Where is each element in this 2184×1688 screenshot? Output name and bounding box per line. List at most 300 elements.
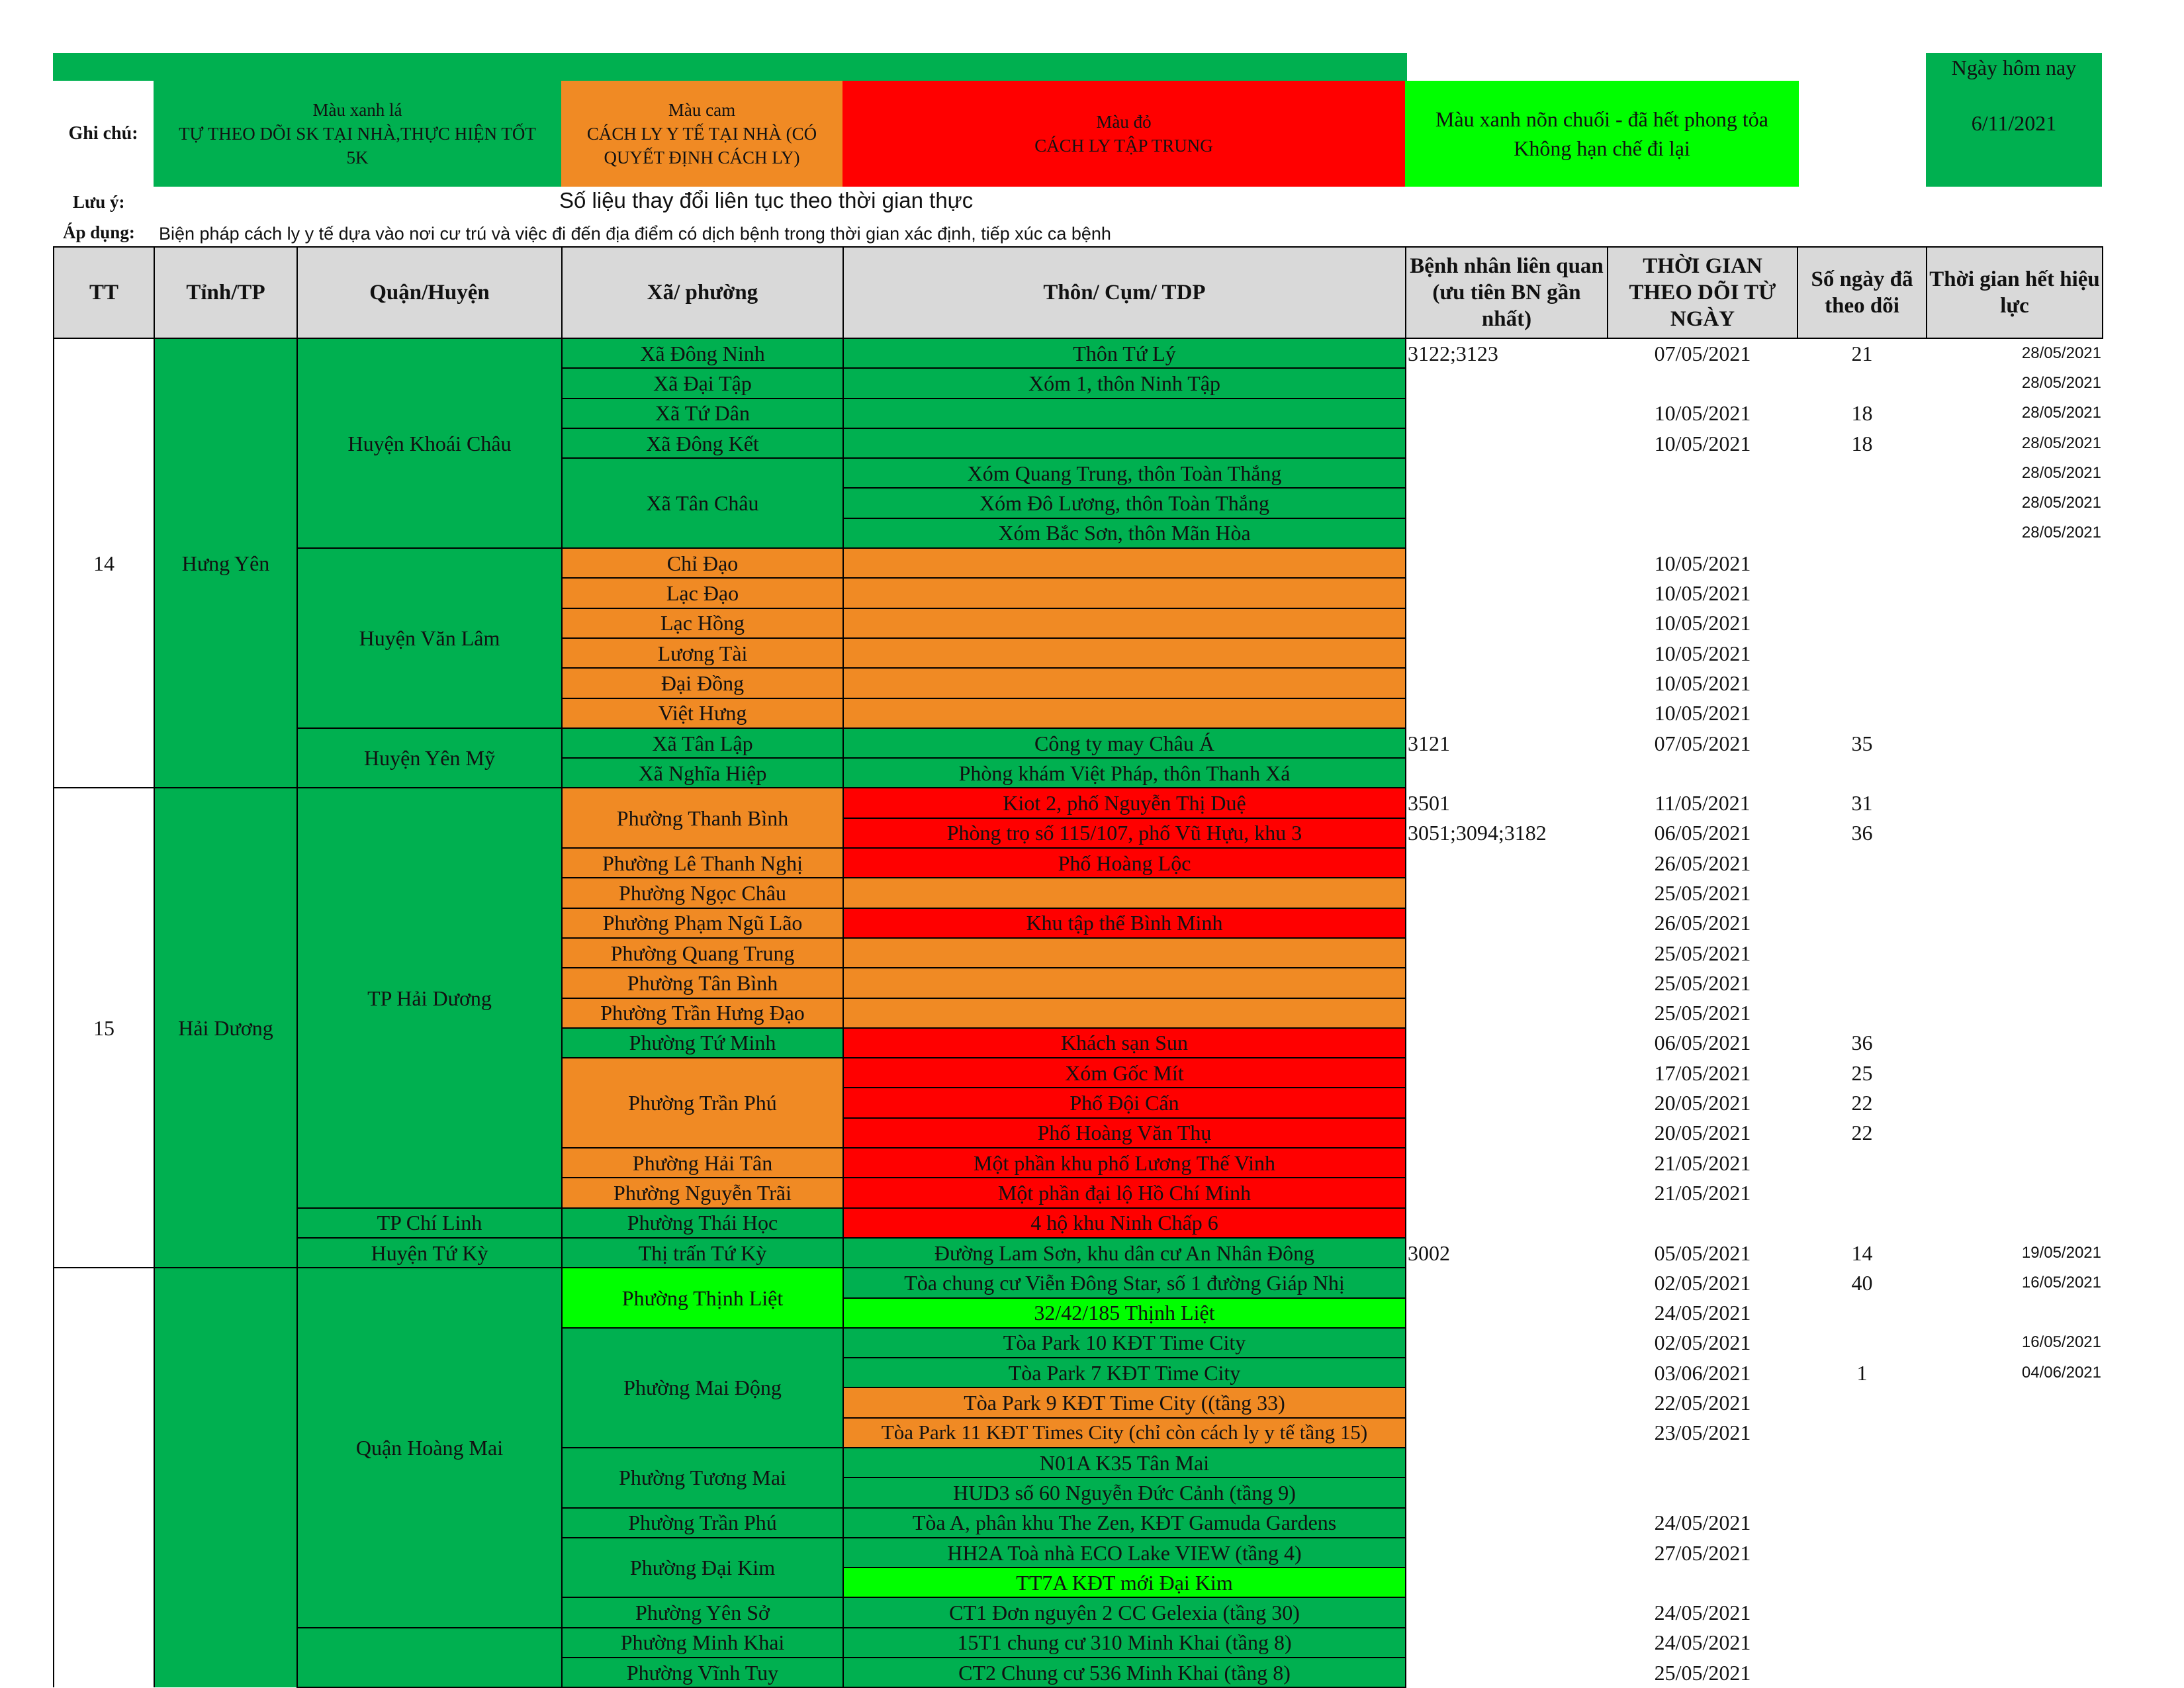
luu-y-text: Số liệu thay đổi liên tục theo thời gian thực: [559, 188, 974, 212]
patient-cell: [1406, 1538, 1608, 1568]
location-cell: [843, 878, 1406, 908]
ward-cell: Xã Đại Tập: [562, 368, 843, 398]
ward-cell: Xã Đông Ninh: [562, 338, 843, 368]
days-cell: [1797, 1658, 1927, 1687]
start-date-cell: [1608, 1568, 1797, 1597]
ward-cell: Phường Phạm Ngũ Lão: [562, 908, 843, 938]
start-date-cell: 17/05/2021: [1654, 1060, 1751, 1085]
location-cell: [843, 638, 1406, 668]
legend-green: [154, 81, 561, 187]
start-date-cell: 07/05/2021: [1654, 731, 1751, 755]
location-cell: 4 hộ khu Ninh Chấp 6: [843, 1208, 1406, 1238]
location-cell: Phòng trọ số 115/107, phố Vũ Hựu, khu 3: [843, 818, 1406, 848]
patient-cell: [1406, 1628, 1608, 1658]
expiry-cell: 28/05/2021: [2021, 434, 2101, 452]
expiry-cell: [1927, 1178, 2103, 1207]
patient-cell: [1406, 488, 1608, 518]
location-cell: Một phần đại lộ Hồ Chí Minh: [843, 1178, 1406, 1207]
location-cell: [843, 548, 1406, 578]
expiry-cell: 28/05/2021: [2021, 373, 2101, 392]
days-cell: 40: [1851, 1270, 1873, 1295]
ward-cell: Phường Tứ Minh: [562, 1028, 843, 1058]
group-province: Hưng Yên: [154, 338, 297, 788]
header-thon: Thôn/ Cụm/ TDP: [843, 247, 1406, 338]
patient-cell: [1406, 1387, 1608, 1417]
start-date-cell: 24/05/2021: [1654, 1601, 1751, 1625]
ap-dung-text: Biện pháp cách ly y tế dựa vào nơi cư trú và việc đi đến địa điểm có dịch bệnh trong thời gian xác định, tiếp xúc ca bệnh: [159, 224, 1111, 244]
table-row: [54, 1208, 2103, 1238]
table-row: [54, 788, 2103, 818]
location-cell: Phố Đội Cấn: [843, 1088, 1406, 1117]
days-cell: [1797, 1178, 1927, 1207]
ward-cell: Xã Tân Lập: [562, 728, 843, 758]
ward-cell: Lương Tài: [562, 638, 843, 668]
days-cell: [1797, 998, 1927, 1028]
district-cell: Huyện Tứ Kỳ: [297, 1238, 562, 1268]
patient-cell: [1406, 578, 1608, 608]
expiry-cell: [1927, 578, 2103, 608]
location-cell: [843, 998, 1406, 1028]
location-cell: Xóm Gốc Mít: [843, 1058, 1406, 1088]
start-date-cell: 03/06/2021: [1654, 1360, 1751, 1385]
expiry-cell: [1927, 908, 2103, 938]
start-date-cell: 02/05/2021: [1654, 1270, 1751, 1295]
patient-cell: [1406, 1298, 1608, 1328]
days-cell: 22: [1851, 1121, 1873, 1145]
expiry-cell: [1927, 728, 2103, 758]
expiry-cell: [1927, 788, 2103, 818]
ward-cell: Thị trấn Tứ Kỳ: [562, 1238, 843, 1268]
patient-cell: [1406, 998, 1608, 1028]
start-date-cell: 10/05/2021: [1654, 641, 1751, 665]
location-cell: [843, 608, 1406, 638]
days-cell: [1797, 1208, 1927, 1238]
patient-cell: [1406, 1268, 1608, 1297]
legend-orange: [561, 81, 842, 187]
days-cell: [1797, 758, 1927, 788]
ward-cell: Phường Trần Hưng Đạo: [562, 998, 843, 1028]
days-cell: [1797, 638, 1927, 668]
outbreak-table: [53, 246, 2103, 1688]
ward-cell: Phường Đại Kim: [562, 1538, 843, 1598]
days-cell: [1797, 1477, 1927, 1507]
patient-cell: [1406, 1568, 1608, 1597]
legend-lime-line1: Màu xanh nõn chuối - đã hết phong tỏa: [1435, 107, 1768, 131]
expiry-cell: 28/05/2021: [2021, 463, 2101, 482]
patient-cell: [1406, 848, 1608, 878]
location-cell: Đường Lam Sơn, khu dân cư An Nhân Đông: [843, 1238, 1406, 1268]
location-cell: Thôn Tứ Lý: [843, 338, 1406, 368]
group-tt: 14: [54, 338, 154, 788]
legend-lime-line2: Không hạn chế đi lại: [1514, 136, 1690, 160]
start-date-cell: 25/05/2021: [1654, 970, 1751, 995]
start-date-cell: 21/05/2021: [1654, 1150, 1751, 1175]
location-cell: Xóm 1, thôn Ninh Tập: [843, 368, 1406, 398]
expiry-cell: 16/05/2021: [2021, 1333, 2101, 1352]
start-date-cell: 06/05/2021: [1654, 1031, 1751, 1055]
location-cell: [843, 578, 1406, 608]
location-cell: [843, 399, 1406, 428]
start-date-cell: 21/05/2021: [1654, 1180, 1751, 1205]
expiry-cell: [1927, 1028, 2103, 1058]
days-cell: 22: [1851, 1091, 1873, 1115]
location-cell: 32/42/185 Thịnh Liệt: [843, 1298, 1406, 1328]
legend-orange-title: Màu cam: [668, 100, 736, 120]
header-het-hieu-luc: Thời gian hết hiệu lực: [1927, 247, 2103, 338]
legend-orange-desc: CÁCH LY Y TẾ TẠI NHÀ (CÓ QUYẾT ĐỊNH CÁCH LY): [586, 124, 817, 167]
days-cell: [1797, 1387, 1927, 1417]
ward-cell: Phường Tân Bình: [562, 968, 843, 998]
legend-green-title: Màu xanh lá: [312, 100, 402, 120]
days-cell: [1797, 908, 1927, 938]
patient-cell: [1406, 878, 1608, 908]
expiry-cell: [1927, 818, 2103, 848]
location-cell: [843, 668, 1406, 698]
start-date-cell: 25/05/2021: [1654, 1660, 1751, 1685]
header-thoi-gian: THỜI GIAN THEO DÕI TỪ NGÀY: [1608, 247, 1797, 338]
expiry-cell: [1927, 548, 2103, 578]
start-date-cell: 25/05/2021: [1654, 880, 1751, 905]
patient-cell: [1406, 1418, 1608, 1448]
district-cell: Huyện Yên Mỹ: [297, 728, 562, 788]
patient-cell: [1406, 1088, 1608, 1117]
ward-cell: Xã Đông Kết: [562, 428, 843, 458]
expiry-cell: [1927, 1148, 2103, 1178]
table-row: [54, 548, 2103, 578]
header-tt: TT: [54, 247, 154, 338]
location-cell: CT1 Đơn nguyên 2 CC Gelexia (tầng 30): [843, 1597, 1406, 1627]
patient-cell: [1406, 908, 1608, 938]
ward-cell: Phường Lê Thanh Nghị: [562, 848, 843, 878]
ward-cell: Lạc Hồng: [562, 608, 843, 638]
location-cell: CT2 Chung cư 536 Minh Khai (tầng 8): [843, 1658, 1406, 1687]
patient-cell: 3002: [1408, 1241, 1450, 1265]
location-cell: Phố Hoàng Lộc: [843, 848, 1406, 878]
start-date-cell: 26/05/2021: [1654, 911, 1751, 935]
patient-cell: [1406, 1208, 1608, 1238]
start-date-cell: [1608, 458, 1797, 488]
days-cell: 14: [1851, 1241, 1873, 1265]
days-cell: [1797, 1298, 1927, 1328]
patient-cell: [1406, 368, 1608, 398]
expiry-cell: [1927, 698, 2103, 728]
expiry-cell: [1927, 1058, 2103, 1088]
start-date-cell: 22/05/2021: [1654, 1391, 1751, 1415]
location-cell: HUD3 số 60 Nguyễn Đức Cảnh (tầng 9): [843, 1477, 1406, 1507]
location-cell: Một phần khu phố Lương Thế Vinh: [843, 1148, 1406, 1178]
patient-cell: [1406, 1178, 1608, 1207]
header-benh-nhan: Bệnh nhân liên quan (ưu tiên BN gần nhất): [1406, 247, 1608, 338]
expiry-cell: 28/05/2021: [2021, 404, 2101, 422]
expiry-cell: [1927, 758, 2103, 788]
expiry-cell: [1927, 878, 2103, 908]
legend-top-bar: [53, 53, 1407, 81]
ward-cell: Phường Trần Phú: [562, 1058, 843, 1148]
start-date-cell: [1608, 1448, 1797, 1477]
days-cell: [1797, 1148, 1927, 1178]
patient-cell: [1406, 968, 1608, 998]
patient-cell: [1406, 1148, 1608, 1178]
ward-cell: Đại Đồng: [562, 668, 843, 698]
district-cell: Huyện Văn Lâm: [297, 548, 562, 728]
location-cell: HH2A Toà nhà ECO Lake VIEW (tầng 4): [843, 1538, 1406, 1568]
district-cell: [297, 1628, 562, 1688]
start-date-cell: 25/05/2021: [1654, 941, 1751, 965]
table-row: [54, 1238, 2103, 1268]
days-cell: [1797, 1538, 1927, 1568]
days-cell: [1797, 968, 1927, 998]
patient-cell: [1406, 668, 1608, 698]
location-cell: Xóm Đô Lương, thôn Toàn Thắng: [843, 488, 1406, 518]
district-cell: TP Hải Dương: [297, 788, 562, 1207]
ward-cell: Phường Mai Động: [562, 1328, 843, 1448]
days-cell: [1797, 1448, 1927, 1477]
patient-cell: [1406, 1597, 1608, 1627]
location-cell: Xóm Quang Trung, thôn Toàn Thắng: [843, 458, 1406, 488]
location-cell: Tòa Park 9 KĐT Time City ((tầng 33): [843, 1387, 1406, 1417]
days-cell: [1797, 848, 1927, 878]
expiry-cell: 28/05/2021: [2021, 344, 2101, 363]
patient-cell: [1406, 938, 1608, 968]
location-cell: Kiot 2, phố Nguyễn Thị Duệ: [843, 788, 1406, 818]
start-date-cell: [1608, 488, 1797, 518]
days-cell: [1797, 368, 1927, 398]
start-date-cell: 20/05/2021: [1654, 1091, 1751, 1115]
legend-red-desc: CÁCH LY TẬP TRUNG: [1034, 136, 1213, 156]
start-date-cell: 10/05/2021: [1654, 611, 1751, 635]
expiry-cell: [1927, 1208, 2103, 1238]
start-date-cell: 02/05/2021: [1654, 1331, 1751, 1355]
start-date-cell: [1608, 1477, 1797, 1507]
header-so-ngay: Số ngày đã theo dõi: [1797, 247, 1927, 338]
start-date-cell: [1608, 368, 1797, 398]
expiry-cell: [1927, 1597, 2103, 1627]
start-date-cell: 06/05/2021: [1654, 821, 1751, 845]
ward-cell: Phường Vĩnh Tuy: [562, 1658, 843, 1687]
location-cell: Phố Hoàng Văn Thụ: [843, 1118, 1406, 1148]
location-cell: Tòa Park 10 KĐT Time City: [843, 1328, 1406, 1358]
expiry-cell: [1927, 638, 2103, 668]
location-cell: N01A K35 Tân Mai: [843, 1448, 1406, 1477]
expiry-cell: [1927, 938, 2103, 968]
location-cell: Xóm Bắc Sơn, thôn Mãn Hòa: [843, 518, 1406, 548]
patient-cell: [1406, 1658, 1608, 1687]
legend-red: [842, 81, 1405, 187]
expiry-cell: 16/05/2021: [2021, 1273, 2101, 1291]
location-cell: Khách sạn Sun: [843, 1028, 1406, 1058]
start-date-cell: [1608, 518, 1797, 548]
ward-cell: Phường Thịnh Liệt: [562, 1268, 843, 1328]
days-cell: [1797, 668, 1927, 698]
expiry-cell: [1927, 1418, 2103, 1448]
days-cell: [1797, 1628, 1927, 1658]
legend-lime: [1405, 81, 1799, 187]
location-cell: [843, 428, 1406, 458]
patient-cell: [1406, 1448, 1608, 1477]
start-date-cell: 10/05/2021: [1654, 701, 1751, 726]
today-box: [1926, 53, 2102, 187]
patient-cell: [1406, 698, 1608, 728]
patient-cell: [1406, 1058, 1608, 1088]
patient-cell: [1406, 399, 1608, 428]
ward-cell: Việt Hưng: [562, 698, 843, 728]
ward-cell: Xã Tân Châu: [562, 458, 843, 548]
start-date-cell: 25/05/2021: [1654, 1001, 1751, 1025]
legend-green-desc: TỰ THEO DÕI SK TẠI NHÀ,THỰC HIỆN TỐT 5K: [179, 124, 536, 167]
patient-cell: [1406, 758, 1608, 788]
start-date-cell: 27/05/2021: [1654, 1540, 1751, 1565]
expiry-cell: [1927, 1508, 2103, 1538]
location-cell: Khu tập thể Bình Minh: [843, 908, 1406, 938]
start-date-cell: 05/05/2021: [1654, 1241, 1751, 1265]
location-cell: Tòa Park 7 KĐT Time City: [843, 1358, 1406, 1387]
patient-cell: 3121: [1408, 731, 1450, 755]
expiry-cell: [1927, 1628, 2103, 1658]
start-date-cell: 20/05/2021: [1654, 1121, 1751, 1145]
days-cell: [1797, 578, 1927, 608]
expiry-cell: 04/06/2021: [2021, 1363, 2101, 1382]
days-cell: 1: [1856, 1360, 1868, 1385]
start-date-cell: 24/05/2021: [1654, 1301, 1751, 1325]
table-row: [54, 1628, 2103, 1658]
expiry-cell: [1927, 1448, 2103, 1477]
group-tt: [54, 1268, 154, 1687]
header-quan: Quận/Huyện: [297, 247, 562, 338]
location-cell: Tòa chung cư Viễn Đông Star, số 1 đường Giáp Nhị: [843, 1268, 1406, 1297]
ward-cell: Phường Quang Trung: [562, 938, 843, 968]
start-date-cell: 23/05/2021: [1654, 1421, 1751, 1445]
location-cell: TT7A KĐT mới Đại Kim: [843, 1568, 1406, 1597]
days-cell: [1797, 878, 1927, 908]
location-cell: Tòa Park 11 KĐT Times City (chỉ còn cách ly y tế tầng 15): [843, 1418, 1406, 1448]
days-cell: 36: [1851, 1031, 1873, 1055]
days-cell: [1797, 518, 1927, 548]
start-date-cell: 24/05/2021: [1654, 1630, 1751, 1655]
start-date-cell: [1608, 758, 1797, 788]
start-date-cell: 10/05/2021: [1654, 551, 1751, 575]
header-xa: Xã/ phường: [562, 247, 843, 338]
days-cell: [1797, 488, 1927, 518]
start-date-cell: 10/05/2021: [1654, 431, 1751, 455]
ward-cell: Phường Nguyễn Trãi: [562, 1178, 843, 1207]
location-cell: [843, 938, 1406, 968]
patient-cell: [1406, 1358, 1608, 1387]
expiry-cell: [1927, 1298, 2103, 1328]
patient-cell: 3051;3094;3182: [1408, 821, 1547, 845]
legend-red-title: Màu đỏ: [1096, 112, 1152, 132]
district-cell: TP Chí Linh: [297, 1208, 562, 1238]
expiry-cell: [1927, 1538, 2103, 1568]
patient-cell: [1406, 1477, 1608, 1507]
days-cell: 25: [1851, 1060, 1873, 1085]
days-cell: 35: [1851, 731, 1873, 755]
start-date-cell: 11/05/2021: [1655, 791, 1751, 816]
start-date-cell: 10/05/2021: [1654, 401, 1751, 426]
patient-cell: [1406, 1508, 1608, 1538]
days-cell: [1797, 1418, 1927, 1448]
ward-cell: Phường Minh Khai: [562, 1628, 843, 1658]
days-cell: [1797, 1597, 1927, 1627]
expiry-cell: [1927, 668, 2103, 698]
location-cell: [843, 698, 1406, 728]
patient-cell: 3122;3123: [1408, 342, 1498, 366]
expiry-cell: 19/05/2021: [2021, 1243, 2101, 1262]
days-cell: [1797, 1508, 1927, 1538]
days-cell: [1797, 608, 1927, 638]
ward-cell: Phường Ngọc Châu: [562, 878, 843, 908]
start-date-cell: 26/05/2021: [1654, 851, 1751, 875]
district-cell: Quận Hoàng Mai: [297, 1268, 562, 1628]
start-date-cell: 10/05/2021: [1654, 581, 1751, 606]
expiry-cell: [1927, 608, 2103, 638]
location-cell: 15T1 chung cư 310 Minh Khai (tầng 8): [843, 1628, 1406, 1658]
patient-cell: [1406, 1118, 1608, 1148]
ward-cell: Phường Tương Mai: [562, 1448, 843, 1508]
ward-cell: Phường Trần Phú: [562, 1508, 843, 1538]
expiry-cell: [1927, 1568, 2103, 1597]
group-tt: 15: [54, 788, 154, 1268]
location-cell: Tòa A, phân khu The Zen, KĐT Gamuda Gardens: [843, 1508, 1406, 1538]
today-label: Ngày hôm nay: [1951, 56, 2077, 79]
days-cell: 21: [1851, 342, 1873, 366]
start-date-cell: 10/05/2021: [1654, 671, 1751, 695]
days-cell: 18: [1851, 401, 1873, 426]
ward-cell: Phường Hải Tân: [562, 1148, 843, 1178]
ward-cell: Phường Thái Học: [562, 1208, 843, 1238]
ap-dung-label: Áp dụng:: [63, 222, 135, 242]
legend-note-label: Ghi chú:: [68, 123, 138, 144]
start-date-cell: [1608, 1208, 1797, 1238]
ward-cell: Lạc Đạo: [562, 578, 843, 608]
luu-y-label: Lưu ý:: [73, 192, 125, 212]
table-row: [54, 338, 2103, 368]
expiry-cell: [1927, 1088, 2103, 1117]
patient-cell: [1406, 638, 1608, 668]
start-date-cell: 24/05/2021: [1654, 1511, 1751, 1535]
group-province: Hải Dương: [154, 788, 297, 1268]
table-header-row: [54, 247, 2103, 338]
patient-cell: [1406, 518, 1608, 548]
expiry-cell: [1927, 968, 2103, 998]
days-cell: [1797, 548, 1927, 578]
location-cell: Phòng khám Việt Pháp, thôn Thanh Xá: [843, 758, 1406, 788]
ward-cell: Chỉ Đạo: [562, 548, 843, 578]
expiry-cell: [1927, 1477, 2103, 1507]
expiry-cell: 28/05/2021: [2021, 524, 2101, 542]
patient-cell: [1406, 608, 1608, 638]
today-value: 6/11/2021: [1971, 111, 2057, 135]
table-row: [54, 1268, 2103, 1297]
location-cell: Công ty may Châu Á: [843, 728, 1406, 758]
days-cell: [1797, 458, 1927, 488]
patient-cell: [1406, 548, 1608, 578]
days-cell: [1797, 938, 1927, 968]
group-province: [154, 1268, 297, 1687]
start-date-cell: 07/05/2021: [1654, 342, 1751, 366]
expiry-cell: [1927, 1658, 2103, 1687]
patient-cell: [1406, 1328, 1608, 1358]
expiry-cell: [1927, 998, 2103, 1028]
days-cell: 31: [1851, 791, 1873, 816]
patient-cell: 3501: [1408, 791, 1450, 816]
table-row: [54, 728, 2103, 758]
days-cell: [1797, 1568, 1927, 1597]
header-tinh: Tỉnh/TP: [154, 247, 297, 338]
ward-cell: Xã Nghĩa Hiệp: [562, 758, 843, 788]
patient-cell: [1406, 428, 1608, 458]
location-cell: [843, 968, 1406, 998]
expiry-cell: [1927, 848, 2103, 878]
